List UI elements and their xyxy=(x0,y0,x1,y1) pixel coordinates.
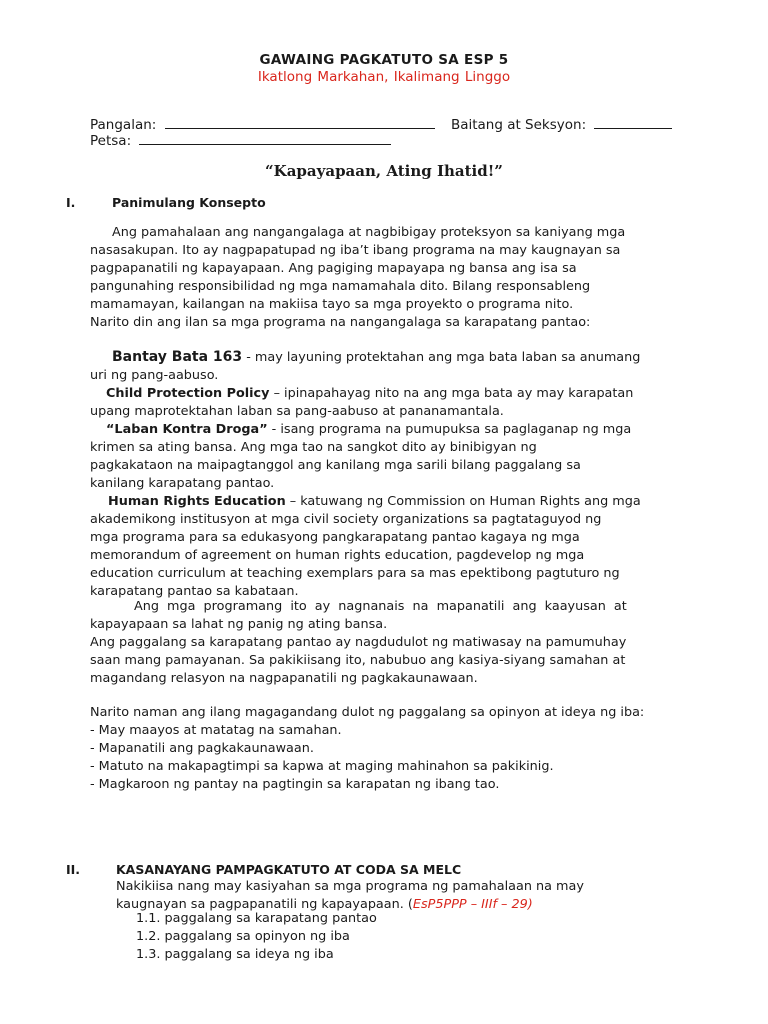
text-line: kanilang karapatang pantao. xyxy=(90,476,275,491)
benefits-section xyxy=(90,704,686,794)
date-row xyxy=(90,132,391,149)
text-line: Nakikiisa nang may kasiyahan sa mga programa ng pamahalaan na may xyxy=(116,879,584,894)
section1-closing xyxy=(90,598,686,688)
date-field[interactable] xyxy=(139,132,391,145)
section2-competency xyxy=(116,878,686,914)
worksheet-title: GAWAING PAGKATUTO SA ESP 5 xyxy=(259,52,509,68)
benefits-intro: Narito naman ang ilang magagandang dulot ng paggalang sa opinyon at ideya ng iba: xyxy=(90,705,645,720)
text-line: memorandum of agreement on human rights education, pagdevelop ng mga xyxy=(90,548,585,563)
worksheet-subtitle: Ikatlong Markahan, Ikalimang Linggo xyxy=(257,69,511,85)
lesson-theme-title: “Kapayapaan, Ating Ihatid!” xyxy=(265,162,503,180)
text-line: Narito din ang ilan sa mga programa na nangangalaga sa karapatang pantao: xyxy=(90,315,591,330)
text-line: Ang mga programang ito ay nagnanais na mapanatili ang kaayusan at xyxy=(134,599,627,614)
text-line: akademikong institusyon at mga civil society organizations sa pagtataguyod ng xyxy=(90,512,602,527)
program-child-protection xyxy=(90,385,686,403)
text-line: saan mang pamayanan. Sa pakikiisang ito, nabubuo ang kasiya-siyang samahan at xyxy=(90,653,626,668)
text-line: pagpapanatili ng kapayapaan. Ang pagiging mapayapa ng bansa ang isa sa xyxy=(90,261,577,276)
program-bantay-bata xyxy=(90,348,686,367)
text-line: krimen sa ating bansa. Ang mga tao na sangkot dito ay binibigyan ng xyxy=(90,440,537,455)
programs-list xyxy=(90,348,686,601)
benefit-item: - Mapanatili ang pagkakaunawaan. xyxy=(90,741,314,756)
date-label: Petsa: xyxy=(90,133,132,149)
section1-intro xyxy=(90,224,686,332)
program-desc: - may layuning protektahan ang mga bata laban sa anumang xyxy=(242,350,641,365)
program-name: Human Rights Education xyxy=(108,494,286,509)
program-laban-kontra-droga xyxy=(90,421,686,439)
grade-field[interactable] xyxy=(594,116,672,129)
program-desc: - isang programa na pumupuksa sa paglaganap ng mga xyxy=(267,422,632,437)
program-desc: – ipinapahayag nito na ang mga bata ay may karapatan xyxy=(269,386,634,401)
name-grade-row xyxy=(90,116,672,133)
section1-heading: Panimulang Konsepto xyxy=(112,195,266,210)
benefit-item: - Magkaroon ng pantay na pagtingin sa karapatan ng ibang tao. xyxy=(90,777,500,792)
section2-number: II. xyxy=(66,862,81,877)
melc-code: EsP5PPP – IIIf – 29) xyxy=(412,897,533,912)
text-line: mga programa para sa edukasyong pangkarapatang pantao kagaya ng mga xyxy=(90,530,580,545)
text-line: karapatang pantao sa kabataan. xyxy=(90,584,299,599)
text-line: upang maprotektahan laban sa pang-aabuso at pananamantala. xyxy=(90,404,504,419)
program-name: “Laban Kontra Droga” xyxy=(106,422,268,437)
text-line: kapayapaan sa lahat ng panig ng ating bansa. xyxy=(90,617,388,632)
text-line: mamamayan, kailangan na makiisa tayo sa mga proyekto o programa nito. xyxy=(90,297,574,312)
competency-item: 1.2. paggalang sa opinyon ng iba xyxy=(136,929,350,944)
text-line: magandang relasyon na nagpapanatili ng pagkakaunawaan. xyxy=(90,671,478,686)
text-line: uri ng pang-aabuso. xyxy=(90,368,219,383)
benefit-item: - Matuto na makapagtimpi sa kapwa at maging mahinahon sa pakikinig. xyxy=(90,759,554,774)
text-line: education curriculum at teaching exemplars para sa mas epektibong pagtuturo ng xyxy=(90,566,620,581)
program-desc: – katuwang ng Commission on Human Rights ang mga xyxy=(285,494,641,509)
grade-label: Baitang at Seksyon: xyxy=(450,117,587,133)
text-line: Ang pamahalaan ang nangangalaga at nagbibigay proteksyon sa kaniyang mga xyxy=(112,225,626,240)
competency-item: 1.1. paggalang sa karapatang pantao xyxy=(136,911,377,926)
program-human-rights-education xyxy=(90,493,686,511)
competency-item: 1.3. paggalang sa ideya ng iba xyxy=(136,947,334,962)
program-name: Bantay Bata 163 xyxy=(112,349,243,365)
text-line: Ang paggalang sa karapatang pantao ay nagdudulot ng matiwasay na pamumuhay xyxy=(90,635,627,650)
benefit-item: - May maayos at matatag na samahan. xyxy=(90,723,342,738)
name-field[interactable] xyxy=(165,116,435,129)
section1-number: I. xyxy=(66,195,76,210)
text-line: nasasakupan. Ito ay nagpapatupad ng iba’t ibang programa na may kaugnayan sa xyxy=(90,243,621,258)
text-line: kaugnayan sa pagpapanatili ng kapayapaan. ( xyxy=(116,897,413,912)
section2-heading: KASANAYANG PAMPAGKATUTO AT CODA SA MELC xyxy=(116,862,462,877)
name-label: Pangalan: xyxy=(90,117,157,133)
program-name: Child Protection Policy xyxy=(106,386,270,401)
text-line: pangunahing responsibilidad ng mga namamahala dito. Bilang responsableng xyxy=(90,279,591,294)
text-line: pagkakataon na maipagtanggol ang kanilang mga sarili bilang paggalang sa xyxy=(90,458,581,473)
